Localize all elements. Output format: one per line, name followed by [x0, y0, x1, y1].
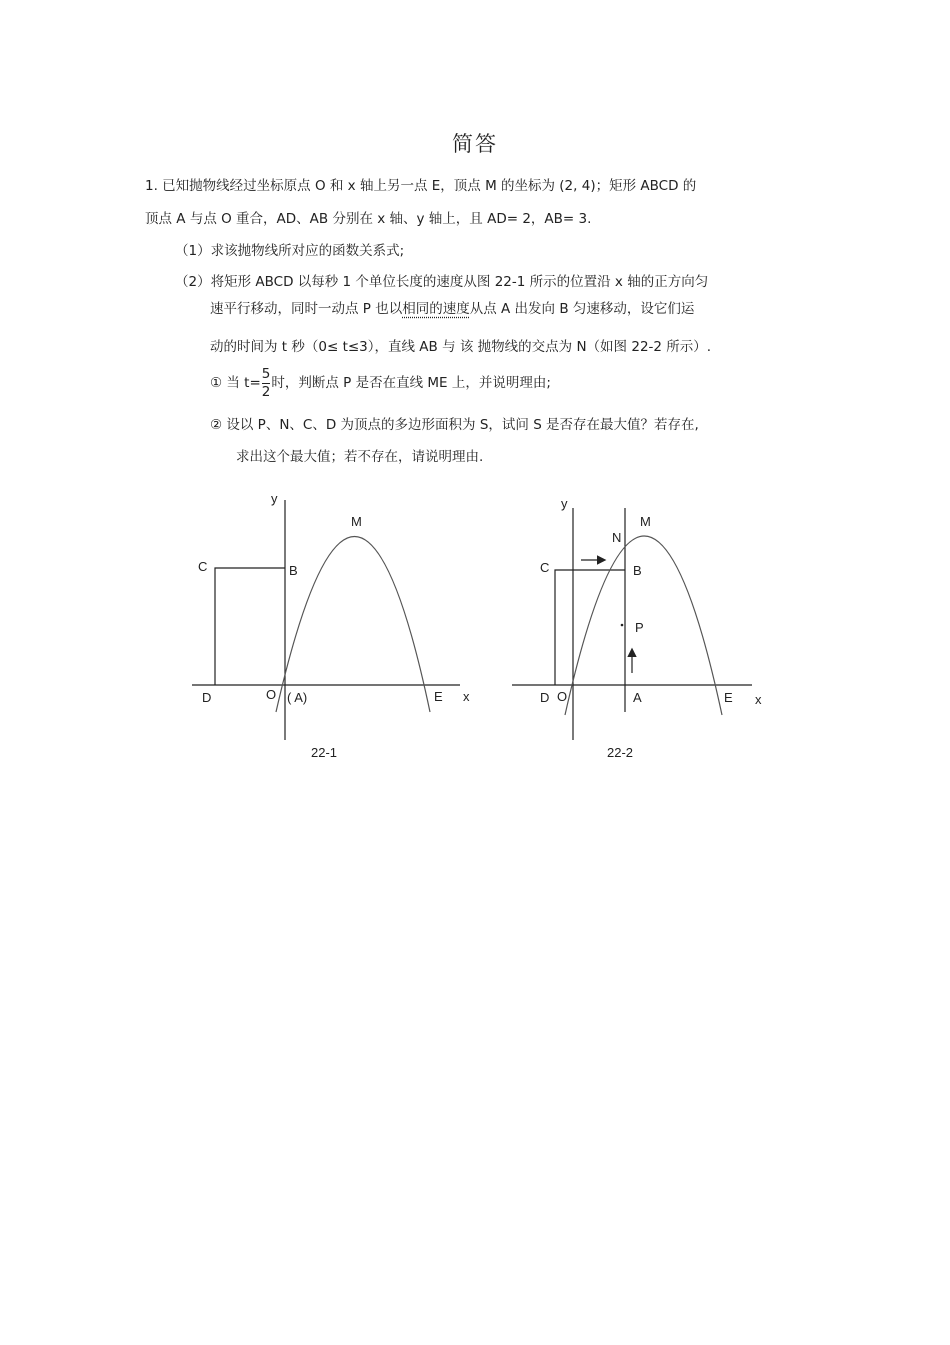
- label-d: D: [540, 690, 550, 705]
- fraction-denominator: 2: [261, 383, 271, 400]
- part-2-line-3: 动的时间为 t 秒（0≤ t≤3），直线 AB 与 该 抛物线的交点为 N（如图 22-2 所示）.: [210, 339, 712, 355]
- label-x: x: [755, 692, 762, 707]
- point-p: [621, 624, 624, 627]
- problem-line-2: 顶点 A 与点 O 重合，AD、AB 分别在 x 轴、y 轴上，且 AD= 2，AB= 3.: [145, 211, 592, 227]
- part-2-line-2-end: 从点 A 出发向 B 匀速移动，设它们运: [469, 301, 695, 317]
- rectangle-abcd: [555, 570, 625, 685]
- label-p: P: [635, 620, 644, 635]
- label-a: A: [633, 690, 642, 705]
- label-o: O: [557, 689, 568, 704]
- label-n: N: [612, 530, 622, 545]
- label-y: y: [271, 491, 278, 506]
- label-d: D: [202, 690, 212, 705]
- label-e: E: [724, 690, 733, 705]
- page-title: 简答: [452, 132, 498, 156]
- label-x: x: [463, 689, 470, 704]
- label-b: B: [633, 563, 642, 578]
- caption-22-2: 22-2: [607, 745, 634, 760]
- label-m: M: [640, 514, 651, 529]
- sub-1-suffix: 时，判断点 P 是否在直线 ME 上，并说明理由;: [271, 375, 551, 391]
- label-c: C: [540, 560, 550, 575]
- problem-line-1: 1. 已知抛物线经过坐标原点 O 和 x 轴上另一点 E，顶点 M 的坐标为 (2, 4)；矩形 ABCD 的: [145, 178, 697, 194]
- label-m: M: [351, 514, 362, 529]
- caption-22-1: 22-1: [311, 745, 338, 760]
- part-2-line-2-start: 速平行移动，同时一动点 P 也以: [210, 301, 403, 317]
- part-1-text: （1）求该抛物线所对应的函数关系式;: [175, 243, 405, 259]
- part-2-line-1: （2）将矩形 ABCD 以每秒 1 个单位长度的速度从图 22-1 所示的位置沿 x 轴的正方向匀: [175, 274, 709, 290]
- label-c: C: [198, 559, 208, 574]
- sub-question-2-line-1: ② 设以 P、N、C、D 为顶点的多边形面积为 S，试问 S 是否存在最大值？若存在,: [210, 417, 699, 433]
- sub-1-prefix: ① 当 t=: [210, 375, 261, 391]
- emphasized-phrase: 相同的速度: [402, 301, 470, 317]
- label-a: ( A): [287, 690, 308, 705]
- label-b: B: [289, 563, 298, 578]
- sub-question-2-line-2: 求出这个最大值；若不存在，请说明理由.: [236, 449, 484, 465]
- label-y: y: [561, 496, 568, 511]
- label-o: O: [266, 687, 277, 702]
- fraction-numerator: 5: [261, 365, 271, 382]
- label-e: E: [434, 689, 443, 704]
